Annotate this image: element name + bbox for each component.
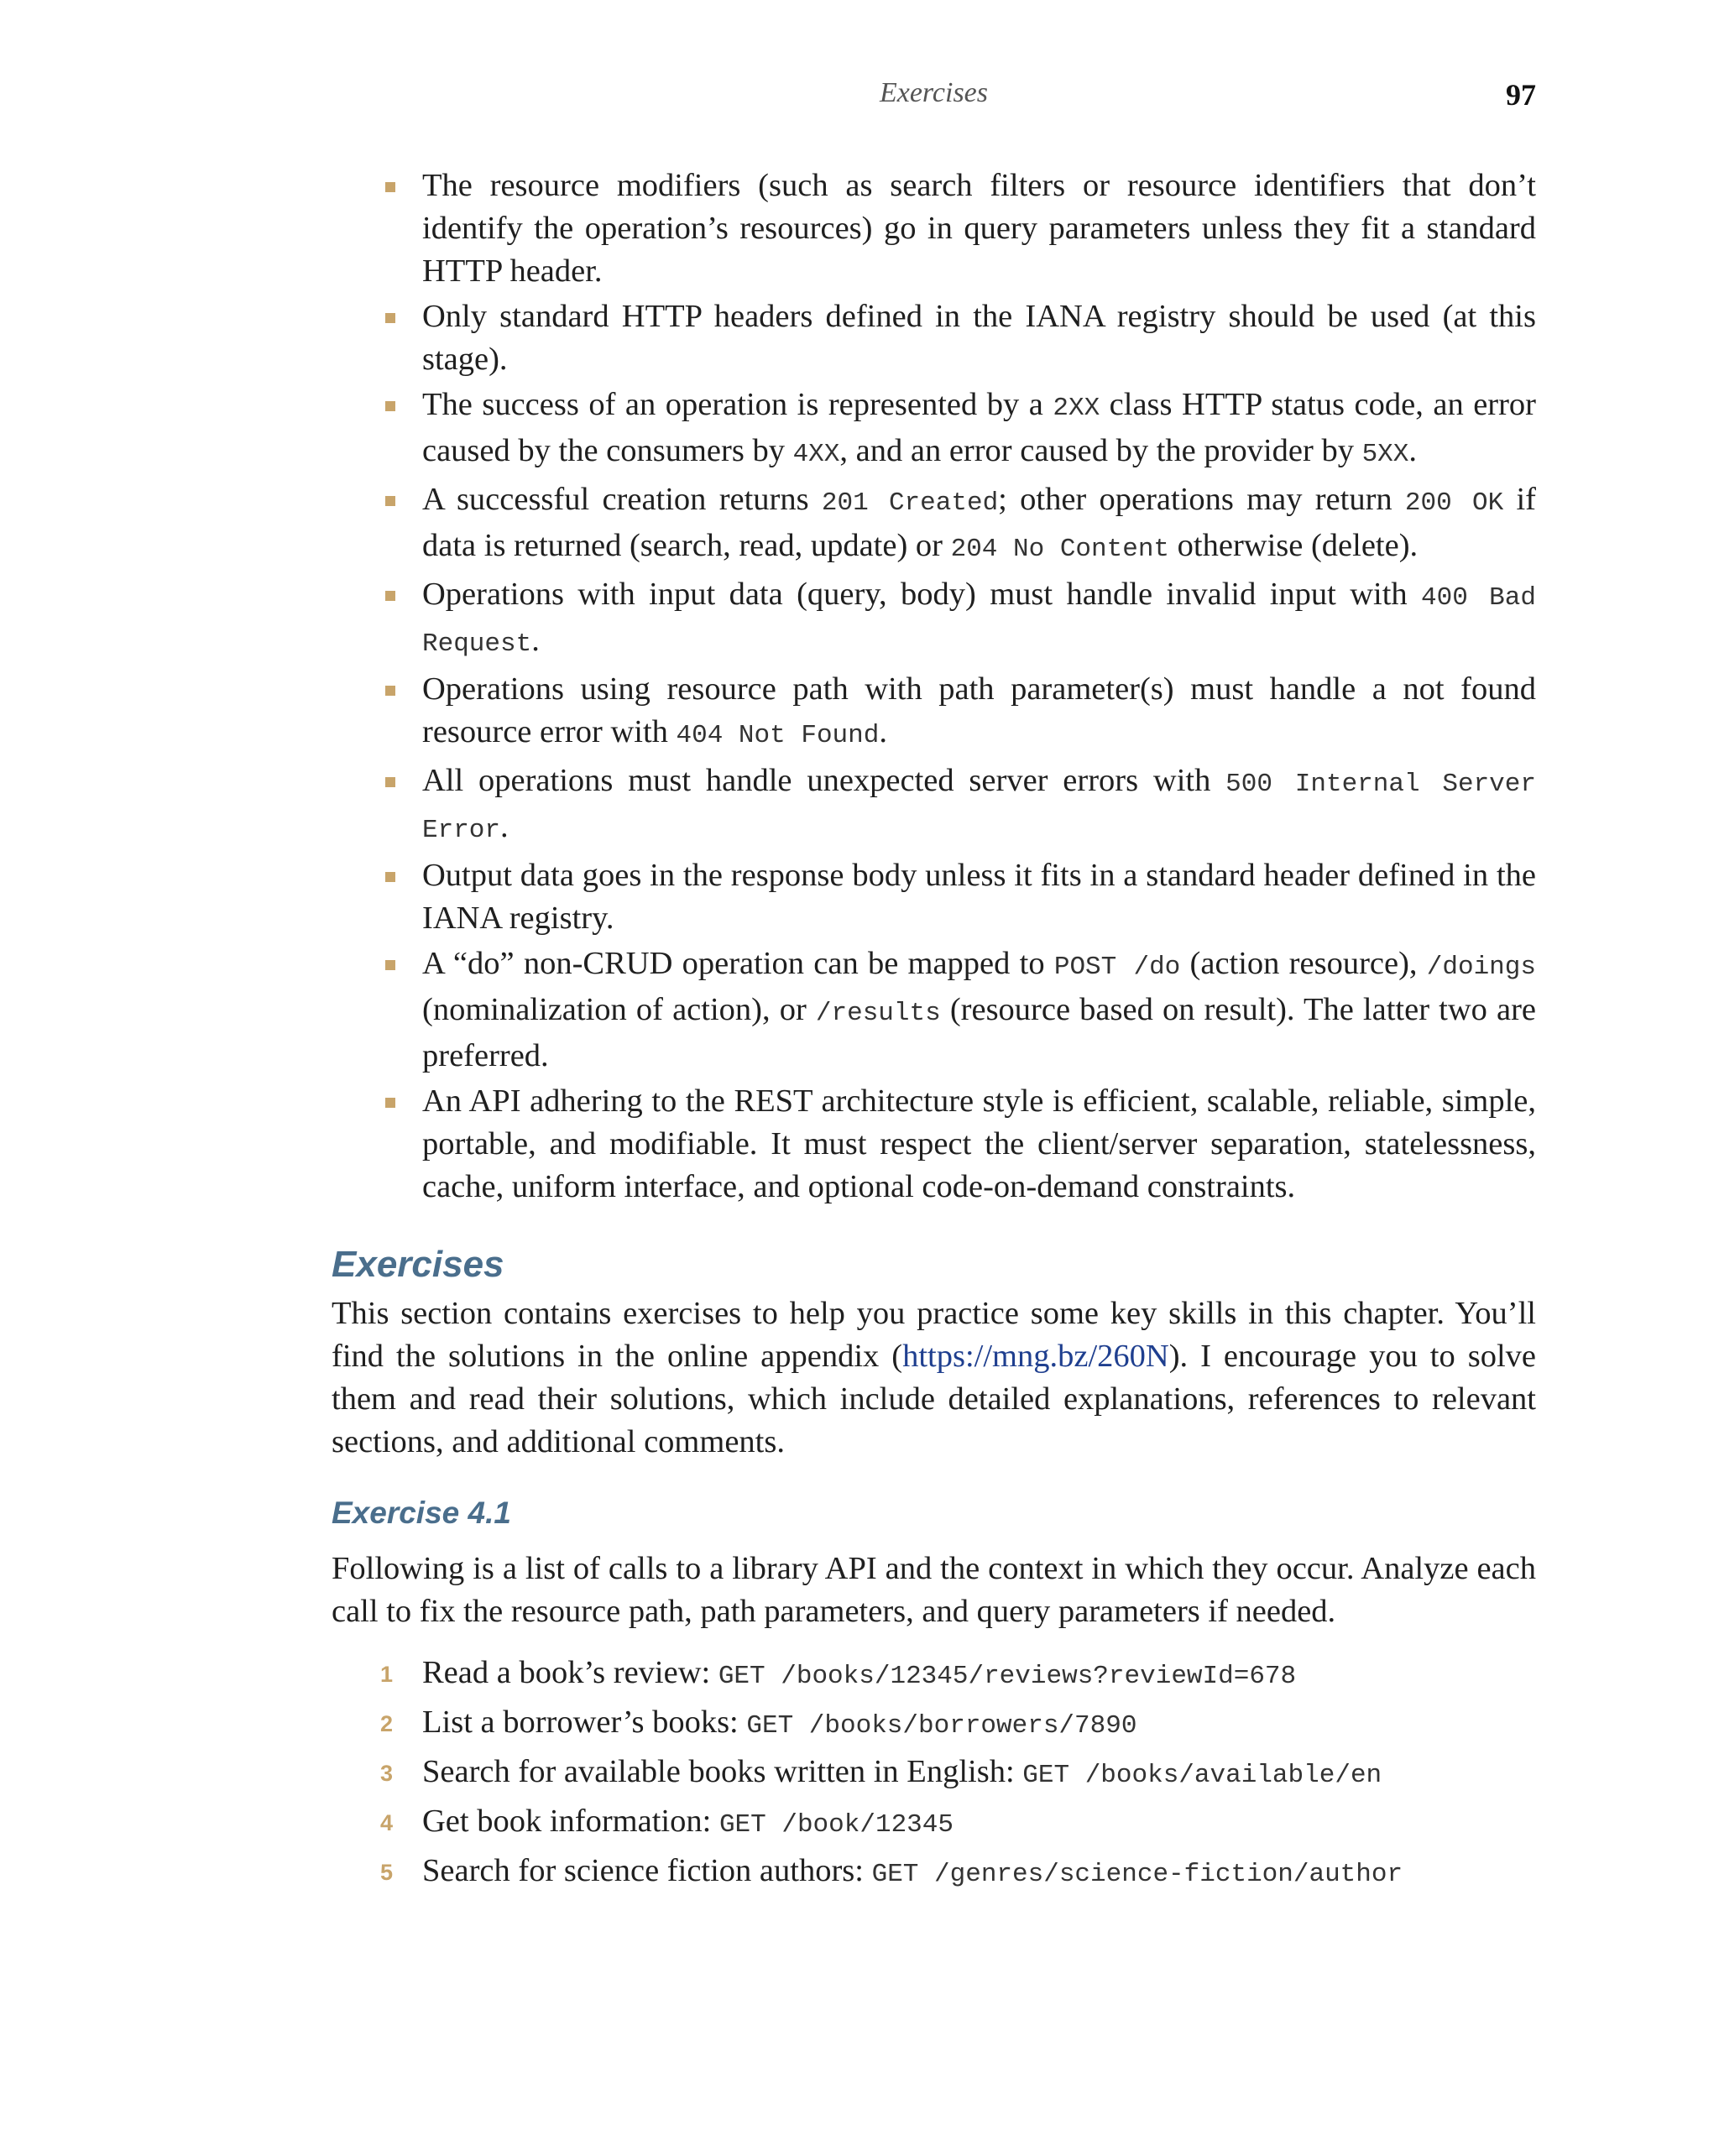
item-number: 4	[380, 1810, 394, 1835]
item-description: List a borrower’s books:	[422, 1704, 747, 1740]
inline-code: 200 OK	[1404, 488, 1504, 518]
bullet-item	[422, 942, 1536, 1078]
item-description: Read a book’s review:	[422, 1655, 718, 1690]
list-item	[380, 1699, 1536, 1749]
bullet-text: A “do” non-CRUD operation can be mapped to	[422, 946, 1054, 981]
item-number: 1	[380, 1662, 394, 1687]
inline-code: 2XX	[1053, 394, 1100, 423]
inline-code: 4XX	[792, 440, 840, 469]
exercise-4-1-heading: Exercise 4.1	[332, 1496, 511, 1530]
bullet-item	[422, 164, 1536, 293]
bullet-text: Operations with input data (query, body) must handle invalid input with	[422, 577, 1422, 612]
list-item	[380, 1798, 1536, 1848]
inline-code: 201 Created	[821, 488, 999, 518]
item-api-call: GET /books/borrowers/7890	[746, 1711, 1137, 1741]
bullet-text: An API adhering to the REST architecture style is efficient, scalable, reliable, simple, portable, and modifiable. It must respect the client/server separation, statelessness, cache, uniform interface, and optional code-on-demand constraints.	[422, 1083, 1536, 1204]
bullet-text: The resource modifiers (such as search filters or resource identifiers that don’t identify the operation’s resources) go in query parameters unless they fit a standard HTTP header.	[422, 168, 1536, 289]
bullet-text: All operations must handle unexpected server errors with	[422, 763, 1226, 798]
bullet-text: The success of an operation is represented by a	[422, 387, 1053, 422]
exercises-intro-paragraph	[332, 1292, 1536, 1464]
bullet-text: Only standard HTTP headers defined in the IANA registry should be used (at this stage).	[422, 299, 1536, 377]
bullet-item	[422, 295, 1536, 381]
item-description: Get book information:	[422, 1804, 719, 1839]
item-description: Search for available books written in English:	[422, 1754, 1023, 1789]
bullet-item	[422, 478, 1536, 571]
exercise-call-list	[332, 1650, 1536, 1898]
bullet-text: , and an error caused by the provider by	[839, 433, 1362, 468]
list-item	[380, 1848, 1536, 1898]
list-item	[380, 1749, 1536, 1798]
inline-code: 400 Bad Request	[422, 583, 1536, 659]
exercises-intro-text: This section contains exercises to help you practice some key skills in this chapter. You’ll find the solutions in the online appendix (	[332, 1296, 1536, 1374]
bullet-text: A successful creation returns	[422, 482, 822, 517]
square-bullet-icon	[385, 496, 395, 506]
square-bullet-icon	[385, 313, 395, 323]
item-api-call: GET /books/12345/reviews?reviewId=678	[718, 1662, 1297, 1691]
item-number: 3	[380, 1761, 394, 1786]
bullet-item	[422, 573, 1536, 666]
inline-code: 5XX	[1361, 440, 1409, 469]
item-api-call: GET /books/available/en	[1022, 1761, 1382, 1790]
item-api-call: GET /book/12345	[718, 1810, 954, 1840]
inline-code: 404 Not Found	[676, 721, 880, 750]
inline-code: /results	[815, 999, 941, 1028]
square-bullet-icon	[385, 872, 395, 882]
inline-code: POST /do	[1053, 953, 1181, 982]
item-number: 5	[380, 1860, 394, 1885]
bullet-text: if data is returned (search, read, update) or	[422, 482, 1536, 563]
square-bullet-icon	[385, 1098, 395, 1108]
item-description: Search for science fiction authors:	[422, 1853, 872, 1888]
bullet-text: .	[500, 809, 509, 844]
running-head	[332, 77, 1536, 119]
page-content	[332, 164, 1536, 1898]
page-number: 97	[1506, 78, 1536, 112]
bullet-text: (nominalization of action), or	[422, 992, 816, 1027]
square-bullet-icon	[385, 686, 395, 696]
summary-bullet-list	[332, 164, 1536, 1209]
bullet-text: (action resource),	[1180, 946, 1427, 981]
bullet-item	[422, 760, 1536, 852]
bullet-text: Operations using resource path with path parameter(s) must handle a not found resource error with	[422, 671, 1536, 749]
inline-code: 204 No Content	[950, 535, 1170, 564]
bullet-item	[422, 668, 1536, 757]
item-number: 2	[380, 1711, 394, 1736]
inline-code: 500 Internal Server Error	[422, 770, 1536, 845]
item-api-call: GET /genres/science-fiction/author	[871, 1860, 1403, 1889]
bullet-text: ; other operations may return	[998, 482, 1405, 517]
bullet-text: class HTTP status code, an error caused by the consumers by	[422, 387, 1536, 468]
square-bullet-icon	[385, 960, 395, 970]
bullet-text: Output data goes in the response body unless it fits in a standard header defined in the IANA registry.	[422, 858, 1536, 936]
inline-code: /doings	[1426, 953, 1536, 982]
bullet-text: otherwise (delete).	[1169, 528, 1419, 563]
square-bullet-icon	[385, 777, 395, 787]
bullet-item	[422, 854, 1536, 940]
bullet-text: .	[1408, 433, 1418, 468]
appendix-link[interactable]: https://mng.bz/260N	[902, 1339, 1169, 1374]
bullet-item	[422, 384, 1536, 476]
square-bullet-icon	[385, 182, 395, 192]
bullet-text: .	[879, 714, 887, 749]
list-item	[380, 1650, 1536, 1699]
bullet-text: (resource based on result). The latter two are preferred.	[422, 992, 1536, 1073]
section-heading-exercises: Exercises	[332, 1244, 504, 1285]
exercise-4-1-intro: Following is a list of calls to a library API and the context in which they occur. Analyze each call to fix the resource path, path parameters, and query parameters if needed.	[332, 1551, 1536, 1629]
exercises-intro-text-continued: ). I encourage you to solve them and read their solutions, which include detailed explanations, references to relevant sections, and additional comments.	[332, 1339, 1536, 1459]
square-bullet-icon	[385, 591, 395, 601]
running-title: Exercises	[879, 77, 988, 108]
square-bullet-icon	[385, 401, 395, 411]
bullet-item	[422, 1080, 1536, 1209]
bullet-text: .	[531, 623, 540, 658]
